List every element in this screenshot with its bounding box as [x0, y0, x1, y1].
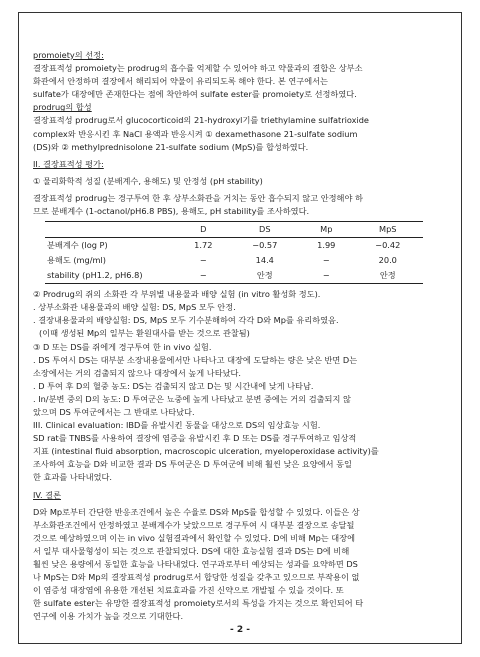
- results-table: [45, 221, 423, 284]
- heading-promoiety-selection: promoiety의 선정:: [33, 50, 104, 60]
- table-cell: 14.4: [255, 255, 274, 266]
- table-header-cell: MpS: [379, 224, 397, 235]
- text-line: 연구에 이용 가치가 높을 것으로 기대한다.: [33, 611, 184, 622]
- table-cell: 분배계수 (log P): [47, 240, 108, 251]
- text-line: sulfate가 대장에만 존재한다는 점에 착안하여 sulfate ester를 promoiety로 선정하였다.: [33, 89, 357, 100]
- table-header-cell: [45, 222, 177, 238]
- table-header-row: [45, 222, 423, 238]
- text-line: ③ D 또는 DS를 쥐에게 경구투여 한 in vivo 실험.: [33, 341, 212, 352]
- section-evaluation: [33, 288, 447, 623]
- table-cell: −: [199, 255, 207, 266]
- text-line: . 상부소화관 내용물과의 배양 실험: DS, MpS 모두 안정.: [33, 302, 236, 313]
- text-line: 것으로 예상하였으며 이는 in vivo 실험결과에서 확인할 수 있었다. D에 비해 Mp는 대장에: [33, 532, 356, 543]
- text-line: (DS)와 ② methylprednisolone 21-sulfate sodium (MpS)를 합성하였다.: [33, 141, 309, 152]
- text-line: . 결장내용물과의 배양실험: DS, MpS 모두 기수분해하여 각각 D와 Mp를 유리하였음.: [33, 315, 339, 326]
- table-row: [45, 268, 423, 284]
- text-line: (이때 생성된 Mp의 일부는 환원대사를 받는 것으로 관찰됨): [39, 328, 250, 339]
- section-synthesis: [33, 49, 447, 218]
- page-number: - 2 -: [230, 625, 250, 635]
- table-cell: 1.72: [194, 240, 213, 251]
- text-line: ② Prodrug의 쥐의 소화관 각 부위별 내용물과 배양 실험 (in vitro 활성화 정도).: [33, 289, 321, 300]
- text-line: 므로 분배계수 (1-octanol/pH6.8 PBS), 용해도, pH stability를 조사하였다.: [33, 206, 310, 217]
- text-line: . D 투여 후 D의 혈중 농도: DS는 검출되지 않고 D는 및 시간내에 낮게 나타남.: [33, 380, 314, 391]
- table-cell: −0.42: [375, 240, 401, 251]
- text-line: 결장표적성 prodrug는 경구투여 한 후 상부소화관을 거치는 동안 흡수되지 않고 안정해야 하: [33, 192, 363, 203]
- table-cell: −: [199, 270, 207, 281]
- table-cell: 안정: [379, 270, 396, 281]
- text-line: 한 sulfate ester는 유망한 결장표적성 promoiety로서의 특성을 가지는 것으로 확인되어 타: [33, 598, 364, 609]
- text-line: . DS 투여시 DS는 대부분 소장내용물에서만 나타나고 대장에 도달하는 량은 낮은 반면 D는: [33, 354, 358, 365]
- table-header-cell: DS: [259, 224, 271, 235]
- table-cell: 1.99: [317, 240, 336, 251]
- table-cell: 안정: [256, 270, 273, 281]
- text-line: D와 Mp로부터 간단한 반응조건에서 높은 수율로 DS와 MpS를 합성할 수 있었다. 이들은 상: [33, 506, 360, 517]
- text-line: 나 MpS는 D와 Mp의 결장표적성 prodrug로서 합당한 성질을 갖추고 있으므로 부작용이 없: [33, 572, 360, 583]
- text-line: 한 효과를 나타내었다.: [33, 472, 112, 483]
- heading-section-3: III. Clinical evaluation: IBD를 유발시킨 동물을 대상으로 DS의 임상효능 시험.: [33, 420, 321, 431]
- text-line: 았으며 DS 투여군에서는 그 반대로 나타났다.: [33, 406, 195, 417]
- table-cell: 20.0: [378, 255, 397, 266]
- table-cell: −: [322, 270, 330, 281]
- table-cell: −0.57: [252, 240, 278, 251]
- table-cell: 용해도 (mg/ml): [47, 255, 106, 266]
- text-line: . In/분변 중의 D의 농도: D 투여군은 뇨중에 높게 나타났고 분변 중에는 거의 검출되지 않: [33, 393, 351, 404]
- heading-prodrug-synthesis: prodrug의 합성: [33, 102, 92, 113]
- text-line: SD rat를 TNBS를 사용하여 결장에 염증을 유발시킨 후 D 또는 DS를 경구투여하고 임상적: [33, 433, 357, 444]
- text-line: 화관에서 안정하며 결장에서 해리되어 약물이 유리되도록 해야 한다. 본 연구에서는: [33, 76, 328, 87]
- text-line: 결장표적성 promoiety는 prodrug의 흡수를 억제할 수 있어야 하고 약물과의 결합은 상부소: [33, 63, 363, 74]
- text-line: complex와 반응시킨 후 NaCl 용액과 반응시켜 ① dexamethasone 21-sulfate sodium: [33, 128, 358, 139]
- heading-section-2: II. 결장표적성 평가:: [33, 158, 104, 169]
- table-cell: stability (pH1.2, pH6.8): [47, 270, 143, 281]
- table-cell: −: [322, 255, 330, 266]
- text-line: ① 물리화학적 성질 (분배계수, 용해도) 및 안정성 (pH stability): [33, 175, 263, 186]
- text-line: 지표 (intestinal fluid absorption, macroscopic ulceration, myeloperoxidase activity)를: [33, 446, 379, 457]
- table-row: [45, 253, 423, 268]
- text-line: 조사하여 효능을 D와 비교한 결과 DS 투여군은 D 투여군에 비해 훨씬 낮은 요양에서 동일: [33, 459, 352, 470]
- heading-section-4: IV. 결론: [33, 489, 61, 500]
- document-page: [18, 12, 462, 644]
- text-line: 이 염증성 대장염에 유용한 개선된 치료효과를 가진 신약으로 개발될 수 있을 것이다. 또: [33, 585, 344, 596]
- table-header-cell: D: [200, 224, 207, 235]
- text-line: 서 일부 대사물형성이 되는 것으로 관찰되었다. DS에 대한 효능실험 결과 DS는 D에 비해: [33, 545, 350, 556]
- text-line: 훨씬 낮은 용량에서 동일한 효능을 나타내었다. 연구과로부터 예상되는 성과를 요약하면 DS: [33, 559, 358, 569]
- text-line: 부소화관조건에서 안정하였고 분배계수가 낮았으므로 경구투여 시 대부분 결장으로 송달될: [33, 519, 355, 530]
- table-row: [45, 238, 423, 254]
- table-header-cell: Mp: [320, 224, 333, 235]
- text-line: 소장에서는 거의 검출되지 않으나 대장에서 높게 나타났다.: [33, 367, 242, 378]
- text-line: 결장표적성 prodrug로서 glucocorticoid의 21-hydroxyl기를 triethylamine sulfatrioxide: [33, 115, 369, 126]
